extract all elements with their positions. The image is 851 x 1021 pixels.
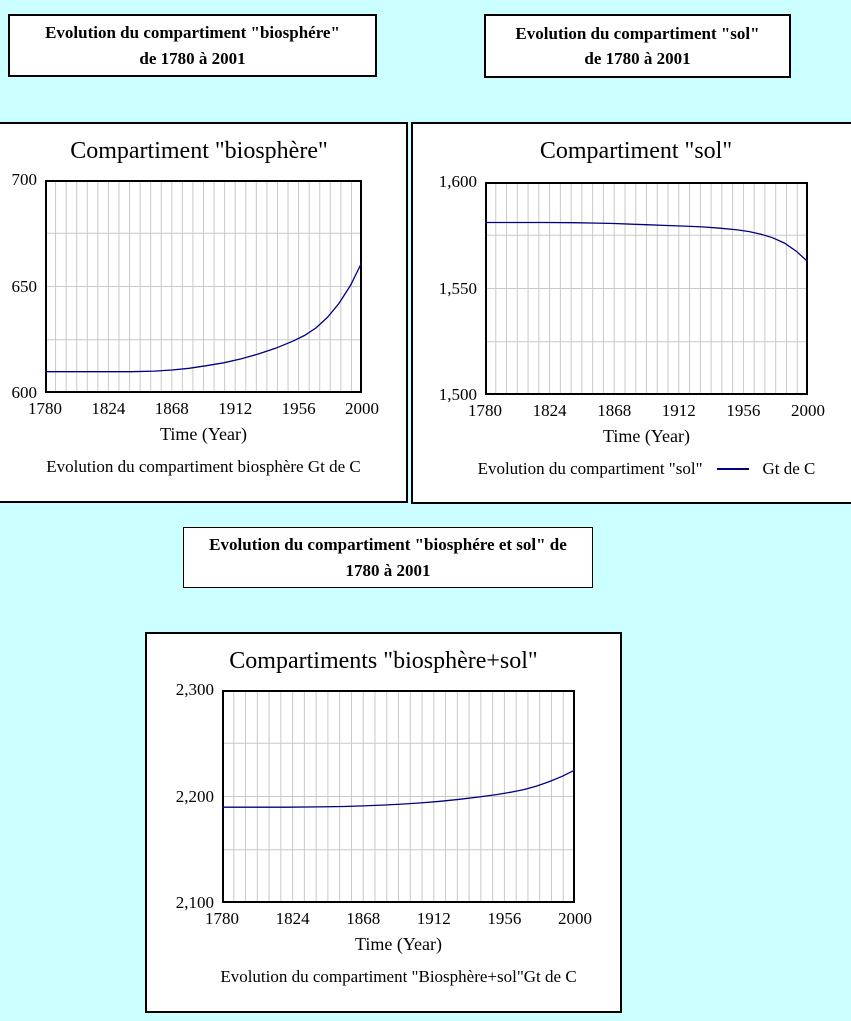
caption-unit: Gt de C: [762, 459, 816, 478]
x-tick-label: 1912: [218, 399, 253, 418]
chart-caption: [417, 459, 851, 479]
chart-title-sol: Compartiment "sol": [539, 138, 733, 164]
x-axis-title: Time (Year): [354, 934, 442, 954]
plot-area: [222, 690, 575, 903]
y-tick-label: 600: [11, 383, 37, 402]
x-tick-label: 2000: [558, 909, 592, 928]
y-tick-label: 650: [11, 276, 37, 296]
x-tick-label: 1868: [597, 401, 632, 420]
chart-title-biosphere-plus-sol: Compartiments "biosphère+sol": [229, 648, 538, 674]
x-tick-label: 1956: [487, 909, 522, 928]
title-box-biosphere-line2: de 1780 à 2001: [139, 48, 246, 68]
x-tick-label: 1824: [91, 399, 126, 418]
title-box-sol-line1: Evolution du compartiment "sol": [515, 23, 760, 43]
title-box-biosphere-et-sol: [183, 527, 593, 588]
x-tick-label: 2000: [345, 399, 379, 418]
legend-line-icon: [717, 468, 749, 470]
x-tick-label: 1956: [281, 399, 316, 418]
x-tick-label: 1780: [28, 399, 62, 418]
x-tick-label: 2000: [791, 401, 825, 420]
y-tick-label: 1,550: [438, 278, 477, 298]
title-box-biosphere-et-sol-line1: Evolution du compartiment "biosphére et sol" de: [209, 535, 567, 554]
x-tick-label: 1956: [726, 401, 761, 420]
x-tick-label: 1824: [275, 909, 310, 928]
plot-area: [45, 180, 362, 393]
plot-area: [485, 182, 808, 395]
chart-panel-sol: [411, 122, 851, 504]
chart-panel-biosphere: [0, 122, 408, 503]
x-tick-label: 1868: [154, 399, 189, 418]
chart-panel-biosphere-plus-sol: [145, 632, 622, 1013]
y-tick-label: 2,200: [175, 786, 214, 806]
title-box-sol-line2: de 1780 à 2001: [584, 49, 691, 68]
x-tick-label: 1780: [468, 401, 502, 420]
chart-title-biosphere: Compartiment "biosphère": [70, 138, 328, 164]
x-axis-title: Time (Year): [602, 426, 690, 446]
title-box-biosphere-line1: Evolution du compartiment "biosphére": [45, 23, 340, 42]
caption-text: Evolution du compartiment biosphère: [46, 457, 308, 476]
y-tick-label: 1,500: [438, 385, 477, 404]
x-tick-label: 1912: [661, 401, 696, 420]
x-tick-label: 1824: [532, 401, 567, 420]
x-axis-title: Time (Year): [159, 424, 247, 444]
caption-text: Evolution du compartiment "sol": [477, 459, 703, 478]
y-tick-label: 1,600: [438, 172, 477, 191]
x-tick-label: 1868: [346, 909, 381, 928]
chart-caption: [169, 967, 629, 987]
y-tick-label: 700: [11, 170, 37, 189]
caption-unit: Gt de C: [307, 457, 361, 476]
title-box-biosphere-et-sol-line2: 1780 à 2001: [345, 560, 431, 580]
chart-caption: [0, 457, 434, 477]
x-tick-label: 1780: [205, 909, 239, 928]
y-tick-label: 2,100: [175, 893, 214, 912]
title-box-biosphere: [8, 14, 377, 77]
x-tick-label: 1912: [416, 909, 451, 928]
caption-unit: Gt de C: [523, 967, 577, 986]
title-box-sol: [484, 14, 791, 78]
caption-text: Evolution du compartiment "Biosphère+sol": [220, 967, 524, 986]
y-tick-label: 2,300: [175, 680, 214, 699]
